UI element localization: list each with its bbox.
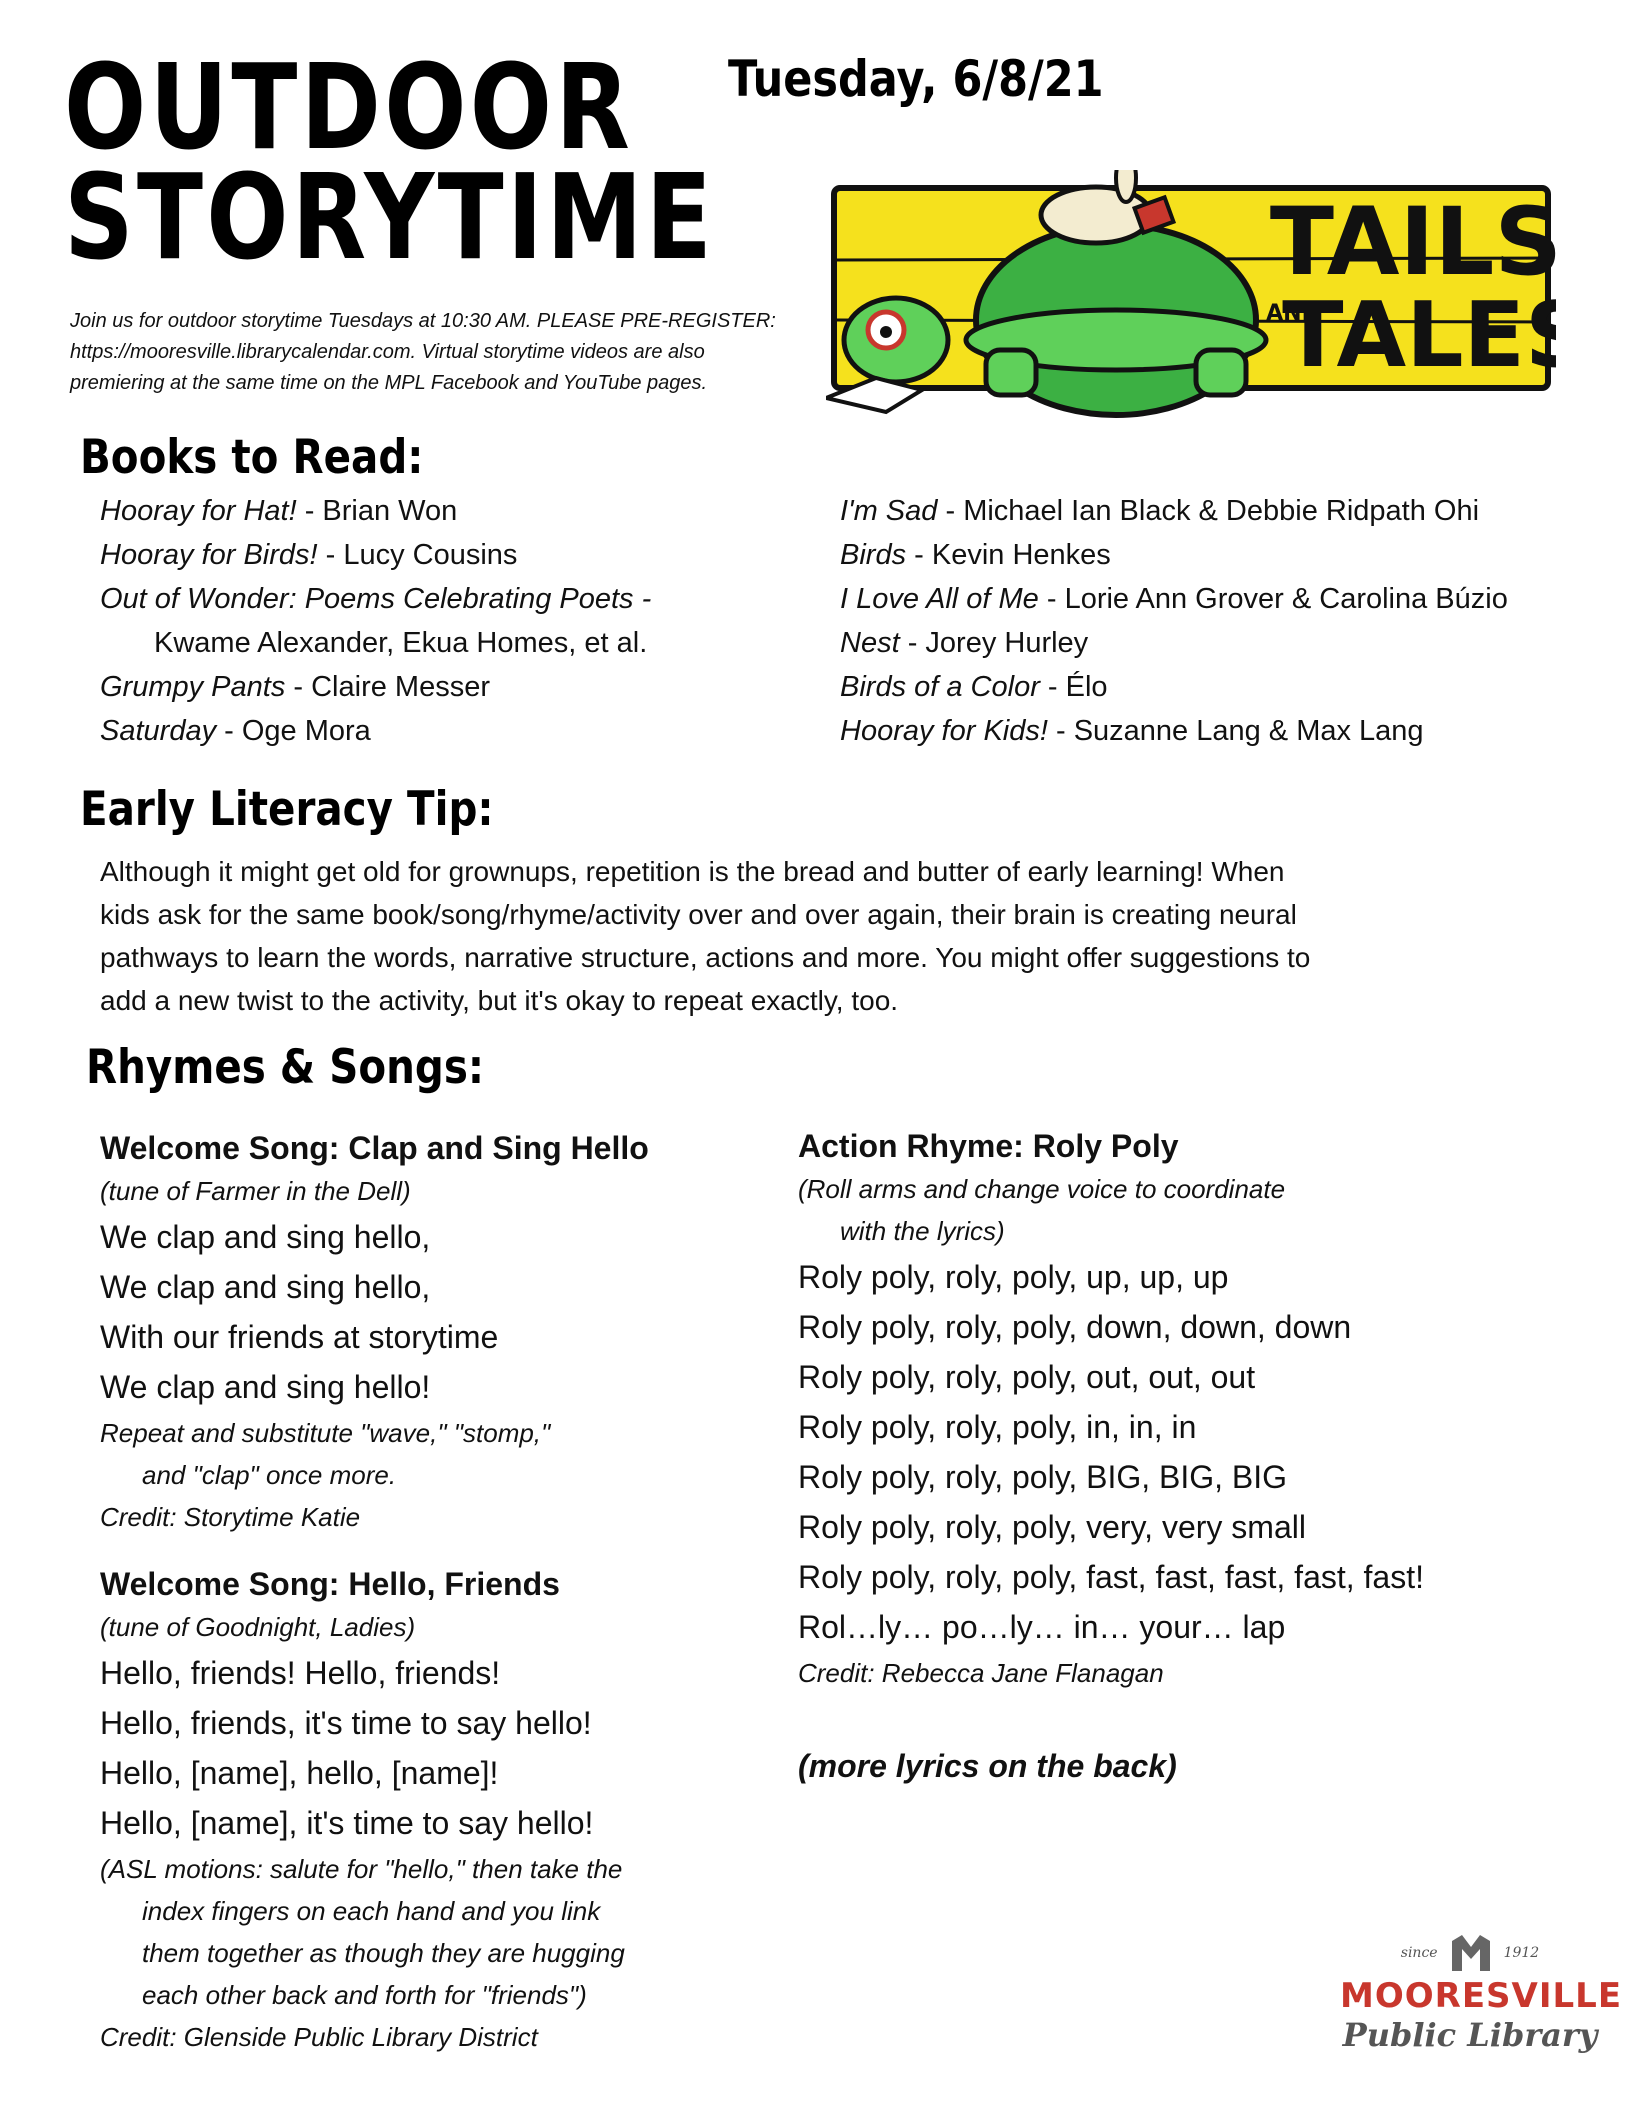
intro-line: premiering at the same time on the MPL Facebook and YouTube pages. (70, 372, 708, 394)
book-title: Birds (840, 539, 907, 571)
song-note: (Roll arms and change voice to coordinate (798, 1174, 1286, 1204)
song-title: Welcome Song: Clap and Sing Hello (100, 1130, 649, 1166)
book-author: - Lorie Ann Grover & Carolina Búzio (1038, 583, 1508, 615)
song-tune: (tune of Farmer in the Dell) (100, 1176, 411, 1206)
book-item (840, 533, 1508, 577)
library-building-icon (1448, 1933, 1494, 1973)
book-title: Hooray for Hat! (100, 495, 297, 527)
book-title: Grumpy Pants (100, 671, 286, 703)
book-item (100, 709, 651, 753)
books-list-left (100, 489, 651, 753)
title-line-2: STORYTIME (64, 148, 716, 286)
books-heading: Books to Read: (80, 430, 424, 485)
book-item (100, 533, 651, 577)
books-list-right (840, 489, 1508, 753)
song-title: Welcome Song: Hello, Friends (100, 1566, 560, 1602)
book-author: - Jorey Hurley (899, 627, 1089, 659)
intro-text (70, 306, 776, 399)
song-title: Action Rhyme: Roly Poly (798, 1128, 1179, 1164)
intro-line: https://mooresville.librarycalendar.com. Virtual storytime videos are also (70, 341, 705, 363)
song-note: them together as though they are hugging (142, 1938, 625, 1968)
book-author: - Kevin Henkes (906, 539, 1111, 571)
book-item (840, 489, 1508, 533)
song-note: and "clap" once more. (142, 1460, 397, 1490)
logo-sub: Public Library (1342, 2016, 1598, 2054)
song-note: (ASL motions: salute for "hello," then take the (100, 1854, 623, 1884)
book-title: I Love All of Me (840, 583, 1039, 615)
song-credit: Credit: Glenside Public Library District (100, 2022, 538, 2052)
song-roly-poly (798, 1124, 1424, 1694)
tails-and-tales-logo (826, 170, 1556, 420)
song-tune: (tune of Goodnight, Ladies) (100, 1612, 416, 1642)
book-title: Hooray for Birds! (100, 539, 318, 571)
lyric-line: Hello, friends, it's time to say hello! (100, 1705, 592, 1741)
tip-line: Although it might get old for grownups, repetition is the bread and butter of early learning! When (100, 856, 1285, 887)
rhymes-heading: Rhymes & Songs: (86, 1040, 485, 1095)
song-note: with the lyrics) (840, 1216, 1005, 1246)
book-title: Birds of a Color (840, 671, 1040, 703)
song-note: Repeat and substitute "wave," "stomp," (100, 1418, 551, 1448)
mooresville-library-logo (1340, 1930, 1623, 2054)
title-line-1: OUTDOOR (64, 38, 634, 176)
logo-since: since (1400, 1945, 1438, 1961)
book-author: - Brian Won (296, 495, 458, 527)
tip-line: add a new twist to the activity, but it's okay to repeat exactly, too. (100, 985, 899, 1016)
logo-text-tails: TAILS (1269, 188, 1556, 297)
lyric-line: Hello, friends! Hello, friends! (100, 1655, 501, 1691)
book-author: - Élo (1039, 671, 1108, 703)
book-author: Kwame Alexander, Ekua Homes, et al. (154, 627, 648, 659)
book-item (100, 621, 651, 665)
lyric-line: Roly poly, roly, poly, up, up, up (798, 1259, 1229, 1295)
book-title: Nest (840, 627, 900, 659)
song-note: index fingers on each hand and you link (142, 1896, 601, 1926)
book-author: - Oge Mora (216, 715, 371, 747)
book-title: Out of Wonder: Poems Celebrating Poets - (100, 583, 652, 615)
book-author: - Claire Messer (285, 671, 490, 703)
book-item (840, 665, 1508, 709)
lyric-line: Roly poly, roly, poly, very, very small (798, 1509, 1306, 1545)
page-title (64, 38, 716, 286)
book-title: Saturday (100, 715, 217, 747)
lyric-line: With our friends at storytime (100, 1319, 499, 1355)
lyric-line: Hello, [name], hello, [name]! (100, 1755, 499, 1791)
lyric-line: Hello, [name], it's time to say hello! (100, 1805, 594, 1841)
tip-heading: Early Literacy Tip: (80, 782, 494, 837)
book-item (100, 489, 651, 533)
book-author: - Suzanne Lang & Max Lang (1047, 715, 1424, 747)
tip-line: kids ask for the same book/song/rhyme/activity over and over again, their brain is creating neural (100, 899, 1297, 930)
book-item (840, 709, 1508, 753)
song-note: each other back and forth for "friends") (142, 1980, 587, 2010)
logo-text-tales: TALE (1282, 283, 1526, 388)
more-lyrics-note: (more lyrics on the back) (798, 1748, 1177, 1784)
book-item (100, 665, 651, 709)
song-hello-friends (100, 1562, 625, 2058)
tip-line: pathways to learn the words, narrative structure, actions and more. You might offer suggestions to (100, 942, 1311, 973)
logo-text-and: AND (1266, 301, 1320, 326)
book-title: I'm Sad (840, 495, 938, 527)
lyric-line: Roly poly, roly, poly, down, down, down (798, 1309, 1352, 1345)
lyric-line: Rol…ly… po…ly… in… your… lap (798, 1609, 1286, 1645)
lyric-line: We clap and sing hello, (100, 1269, 431, 1305)
event-date: Tuesday, 6/8/21 (728, 50, 1104, 108)
logo-since-row (1340, 1930, 1600, 1976)
book-author: - Lucy Cousins (317, 539, 518, 571)
lyric-line: Roly poly, roly, poly, BIG, BIG, BIG (798, 1459, 1288, 1495)
book-item (840, 621, 1508, 665)
tip-text (100, 850, 1540, 1022)
song-clap-and-sing-hello (100, 1126, 649, 1538)
lyric-line: Roly poly, roly, poly, fast, fast, fast, fast, fast! (798, 1559, 1424, 1595)
logo-year: 1912 (1503, 1945, 1540, 1961)
tails-and-tales-logo-art (826, 170, 1556, 420)
intro-line: Join us for outdoor storytime Tuesdays at 10:30 AM. PLEASE PRE-REGISTER: (70, 310, 776, 332)
lyric-line: We clap and sing hello, (100, 1219, 431, 1255)
lyric-line: Roly poly, roly, poly, in, in, in (798, 1409, 1197, 1445)
book-title: Hooray for Kids! (840, 715, 1048, 747)
song-credit: Credit: Storytime Katie (100, 1502, 361, 1532)
song-credit: Credit: Rebecca Jane Flanagan (798, 1658, 1164, 1688)
book-item (840, 577, 1508, 621)
logo-name: MOORESVILLE (1340, 1976, 1623, 2016)
book-item (100, 577, 651, 621)
book-author: - Michael Ian Black & Debbie Ridpath Ohi (937, 495, 1480, 527)
lyric-line: Roly poly, roly, poly, out, out, out (798, 1359, 1256, 1395)
lyric-line: We clap and sing hello! (100, 1369, 431, 1405)
